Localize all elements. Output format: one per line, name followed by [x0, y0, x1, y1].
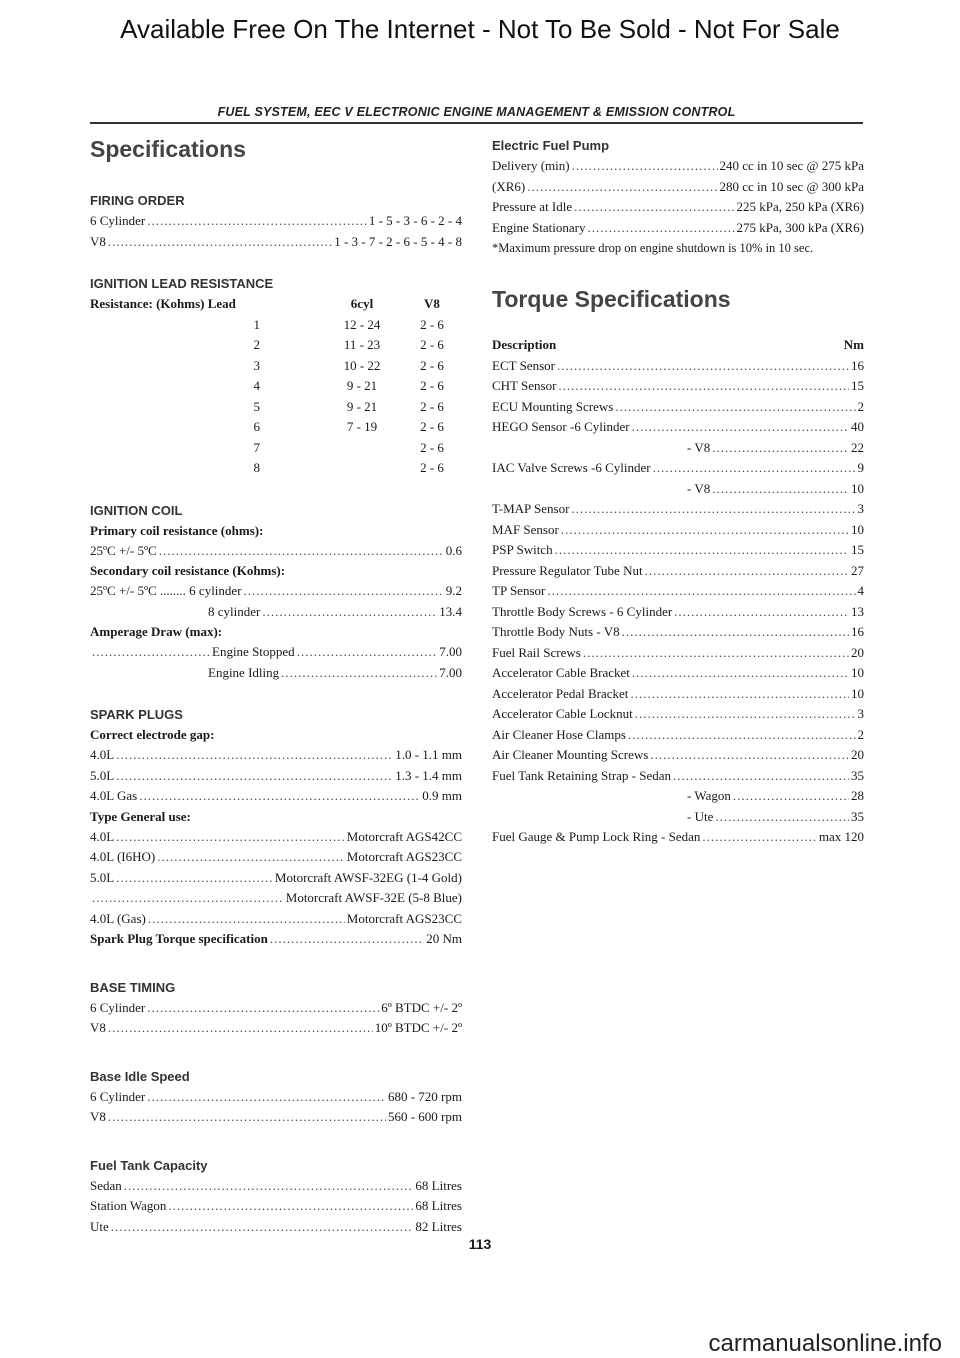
resistance-col-v8: V8 [424, 296, 440, 311]
torque-label: T-MAP Sensor [492, 501, 570, 516]
torque-label: - V8 [687, 480, 711, 496]
spec-row [492, 218, 864, 239]
resistance-col-label: Resistance: (Kohms) Lead [90, 296, 236, 311]
left-column [90, 136, 462, 1237]
cyl6-value: 10 - 22 [343, 357, 381, 373]
spec-value: Motorcraft AGS23CC [346, 849, 462, 864]
lead-number: 7 [253, 439, 260, 455]
spec-label: Spark Plug Torque specification [90, 931, 268, 946]
spec-value: 68 Litres [415, 1198, 462, 1213]
torque-label: Fuel Gauge & Pump Lock Ring - Sedan [492, 829, 701, 844]
spec-label: Ute [90, 1218, 109, 1234]
spec-row [90, 998, 462, 1019]
spec-label: 6 Cylinder [90, 999, 146, 1015]
spec-label: 8 cylinder [208, 603, 261, 619]
table-row [492, 561, 864, 582]
spec-value: 1.0 - 1.1 mm [395, 747, 462, 762]
fuel-tank-heading: Fuel Tank Capacity [90, 1157, 208, 1173]
spec-value: Motorcraft AWSF-32E (5-8 Blue) [285, 890, 462, 905]
spec-value: 225 kPa, 250 kPa (XR6) [736, 199, 864, 214]
ignition-coil-heading: IGNITION COIL [90, 502, 183, 518]
torque-label: Accelerator Pedal Bracket [492, 685, 629, 701]
free-availability-banner: Available Free On The Internet - Not To Be Sold - Not For Sale [120, 14, 840, 44]
source-watermark: carmanualsonline.info [708, 1330, 942, 1357]
spec-value: 0.9 mm [422, 788, 462, 803]
spec-value: Motorcraft AWSF-32EG (1-4 Gold) [274, 869, 462, 885]
v8-value: 2 - 6 [420, 398, 444, 414]
lead-number: 4 [253, 378, 260, 393]
spec-value: Motorcraft AGS23CC [346, 910, 462, 926]
torque-label: ECU Mounting Screws [492, 398, 614, 414]
spec-label: Sedan [90, 1177, 122, 1193]
fuel-pump-heading: Electric Fuel Pump [492, 138, 610, 153]
table-row [492, 766, 864, 787]
spec-row [90, 1217, 462, 1238]
spec-value: 6º BTDC +/- 2º [381, 999, 462, 1015]
v8-value: 2 - 6 [420, 419, 444, 434]
spec-label: 4.0L [90, 747, 115, 762]
resistance-table [90, 315, 462, 479]
torque-specifications-title: Torque Specifications [492, 286, 731, 312]
torque-value: 35 [851, 767, 864, 783]
table-row [492, 376, 864, 397]
torque-label: Fuel Tank Retaining Strap - Sedan [492, 767, 672, 783]
spec-label: 6 Cylinder [90, 213, 146, 228]
base-idle-heading: Base Idle Speed [90, 1068, 190, 1084]
spec-label: V8 [90, 1020, 106, 1035]
spec-label: V8 [90, 233, 106, 249]
torque-label: HEGO Sensor -6 Cylinder [492, 419, 630, 434]
spec-row [90, 1107, 462, 1128]
table-row [90, 356, 462, 377]
spec-row [90, 888, 462, 909]
torque-value: 2 [857, 726, 864, 742]
table-row [492, 745, 864, 766]
table-row [90, 458, 462, 479]
torque-value: 40 [851, 419, 864, 434]
spec-label: 4.0L Gas [90, 788, 138, 803]
torque-label: - V8 [687, 439, 711, 455]
spec-label: (XR6) [492, 178, 526, 194]
base-timing-heading: BASE TIMING [90, 979, 176, 995]
v8-value: 2 - 6 [420, 378, 444, 393]
torque-label: ECT Sensor [492, 357, 555, 373]
spec-row [90, 847, 462, 868]
torque-value: 9 [857, 460, 864, 475]
table-row [492, 417, 864, 438]
spec-value: 275 kPa, 300 kPa (XR6) [736, 219, 864, 235]
table-row [492, 479, 864, 500]
cyl6-value [320, 458, 404, 479]
torque-label: MAF Sensor [492, 521, 559, 537]
ignition-lead-heading: IGNITION LEAD RESISTANCE [90, 276, 274, 291]
table-row [492, 540, 864, 561]
torque-col-nm: Nm [843, 337, 864, 352]
spec-label: Engine Idling [208, 664, 280, 680]
spec-row [90, 1087, 462, 1108]
spec-label: Station Wagon [90, 1198, 167, 1213]
spec-row [90, 786, 462, 807]
torque-label: Air Cleaner Mounting Screws [492, 747, 649, 762]
lead-number: 1 [253, 316, 260, 332]
torque-value: 10 [851, 521, 864, 537]
spec-value: 560 - 600 rpm [387, 1109, 462, 1124]
torque-label: IAC Valve Screws -6 Cylinder [492, 460, 651, 475]
torque-label: Fuel Rail Screws [492, 644, 581, 660]
spec-row [90, 581, 462, 602]
spec-label: 4.0L (I6HO) [90, 849, 156, 864]
table-row [492, 520, 864, 541]
table-row [492, 663, 864, 684]
spec-row [90, 232, 462, 253]
header-rule [90, 122, 863, 124]
table-row [492, 684, 864, 705]
lead-number: 6 [253, 419, 260, 434]
torque-label: Pressure Regulator Tube Nut [492, 562, 643, 578]
spec-label: 4.0L (Gas) [90, 910, 146, 926]
torque-label: Accelerator Cable Bracket [492, 665, 630, 680]
table-row [90, 335, 462, 356]
spec-value: 20 Nm [426, 931, 462, 946]
spec-value: 9.2 [445, 583, 462, 598]
torque-value: 20 [851, 644, 864, 660]
table-row [90, 397, 462, 418]
cyl6-value: 11 - 23 [343, 337, 381, 352]
cyl6-value: 9 - 21 [346, 378, 378, 393]
table-row [90, 417, 462, 438]
torque-label: - Wagon [687, 788, 731, 803]
table-row [492, 356, 864, 377]
torque-label: Accelerator Cable Locknut [492, 706, 633, 721]
torque-label: PSP Switch [492, 542, 553, 557]
spec-row [90, 868, 462, 889]
running-head: FUEL SYSTEM, EEC V ELECTRONIC ENGINE MANAGEMENT & EMISSION CONTROL [217, 105, 736, 119]
spec-value: 10º BTDC +/- 2º [374, 1020, 462, 1035]
spec-row [90, 909, 462, 930]
spec-row [90, 1018, 462, 1039]
spec-label: 6 Cylinder [90, 1088, 146, 1104]
table-row [492, 786, 864, 807]
spec-value: 82 Litres [415, 1218, 462, 1234]
torque-value: 16 [851, 357, 864, 373]
spec-value: 680 - 720 rpm [387, 1088, 462, 1104]
table-row [492, 438, 864, 459]
table-row [492, 458, 864, 479]
spec-value: 1.3 - 1.4 mm [395, 767, 462, 783]
torque-value: 3 [857, 706, 864, 721]
spec-row [492, 177, 864, 198]
spark-plugs-heading: SPARK PLUGS [90, 707, 183, 722]
table-row [492, 643, 864, 664]
spec-label: Engine Stopped [212, 644, 295, 659]
torque-value: 4 [857, 583, 864, 598]
spec-value: 1 - 5 - 3 - 6 - 2 - 4 [368, 213, 462, 228]
primary-coil-label: Primary coil resistance (ohms): [90, 522, 264, 538]
cyl6-value [320, 438, 404, 459]
torque-table-header [492, 335, 864, 356]
torque-label: CHT Sensor [492, 378, 557, 393]
spec-label: 5.0L [90, 869, 115, 885]
torque-value: 10 [851, 665, 864, 680]
electrode-gap-label: Correct electrode gap: [90, 727, 215, 742]
torque-label: TP Sensor [492, 583, 546, 598]
table-row [90, 376, 462, 397]
spec-value: Motorcraft AGS42CC [346, 828, 462, 844]
table-row [492, 499, 864, 520]
torque-label: Throttle Body Nuts - V8 [492, 624, 620, 639]
spec-row [90, 929, 462, 950]
table-row [492, 725, 864, 746]
torque-value: 15 [851, 378, 864, 393]
spec-row [90, 642, 462, 663]
secondary-coil-label: Secondary coil resistance (Kohms): [90, 563, 286, 578]
torque-value: 28 [851, 788, 864, 803]
spec-value: 68 Litres [415, 1177, 462, 1193]
resistance-col-6cyl: 6cyl [350, 296, 374, 311]
cyl6-value: 9 - 21 [346, 398, 378, 414]
specifications-title: Specifications [90, 136, 246, 162]
spec-row [90, 766, 462, 787]
torque-value: 3 [857, 501, 864, 516]
torque-value: max 120 [818, 829, 864, 844]
cyl6-value: 12 - 24 [343, 316, 381, 332]
table-row [492, 397, 864, 418]
spec-value: 7.00 [439, 644, 462, 659]
v8-value: 2 - 6 [420, 337, 444, 352]
lead-number: 8 [253, 460, 260, 475]
spec-value: 0.6 [445, 542, 462, 558]
spec-label: Delivery (min) [492, 158, 570, 173]
torque-value: 35 [851, 808, 864, 824]
spec-label: 5.0L [90, 767, 115, 783]
torque-value: 2 [857, 398, 864, 414]
torque-value: 22 [851, 439, 864, 455]
spec-row [90, 541, 462, 562]
v8-value: 2 - 6 [420, 357, 444, 373]
torque-value: 27 [851, 562, 864, 578]
table-row [492, 622, 864, 643]
spec-value: 7.00 [439, 664, 462, 680]
table-row [492, 827, 864, 848]
v8-value: 2 - 6 [420, 316, 444, 332]
table-row [492, 807, 864, 828]
spec-row [90, 745, 462, 766]
lead-number: 3 [253, 357, 260, 373]
cyl6-value: 7 - 19 [346, 419, 378, 434]
type-general-label: Type General use: [90, 808, 191, 824]
spec-label: 25ºC +/- 5ºC [90, 542, 157, 558]
spec-row [90, 1196, 462, 1217]
table-row [90, 438, 462, 459]
torque-value: 10 [851, 685, 864, 701]
spec-row [90, 211, 462, 232]
spec-label: Pressure at Idle [492, 199, 573, 214]
pressure-drop-note: *Maximum pressure drop on engine shutdown is 10% in 10 sec. [492, 241, 814, 255]
spec-value: 280 cc in 10 sec @ 300 kPa [719, 178, 864, 194]
firing-order-list [90, 211, 462, 252]
torque-col-description: Description [492, 337, 557, 352]
spec-row [90, 1176, 462, 1197]
table-row [492, 704, 864, 725]
spec-value: 1 - 3 - 7 - 2 - 6 - 5 - 4 - 8 [334, 233, 462, 249]
right-column [492, 136, 864, 848]
resistance-table-header [90, 294, 462, 315]
torque-value: 16 [851, 624, 864, 639]
torque-value: 15 [851, 542, 864, 557]
v8-value: 2 - 6 [420, 439, 444, 455]
spec-label: Engine Stationary [492, 219, 586, 235]
spec-label: 4.0L [90, 828, 115, 844]
spec-row [90, 827, 462, 848]
amperage-label: Amperage Draw (max): [90, 624, 223, 639]
torque-value: 13 [851, 603, 864, 619]
lead-number: 2 [253, 337, 260, 352]
spec-value: 240 cc in 10 sec @ 275 kPa [719, 158, 864, 173]
firing-order-heading: FIRING ORDER [90, 193, 185, 208]
table-row [492, 602, 864, 623]
torque-table [492, 356, 864, 848]
spec-row [90, 602, 462, 623]
spec-label: 25ºC +/- 5ºC ........ 6 cylinder [90, 583, 242, 598]
spec-value: 13.4 [439, 603, 462, 619]
v8-value: 2 - 6 [420, 460, 444, 475]
torque-label: Throttle Body Screws - 6 Cylinder [492, 603, 673, 619]
lead-number: 5 [253, 398, 260, 414]
page-number: 113 [468, 1236, 492, 1252]
table-row [90, 315, 462, 336]
torque-value: 10 [851, 480, 864, 496]
spec-row [492, 156, 864, 177]
torque-value: 20 [851, 747, 864, 762]
spec-row [492, 197, 864, 218]
spec-row [90, 663, 462, 684]
torque-label: Air Cleaner Hose Clamps [492, 726, 626, 742]
spec-label: V8 [90, 1109, 106, 1124]
torque-label: - Ute [687, 808, 714, 824]
table-row [492, 581, 864, 602]
